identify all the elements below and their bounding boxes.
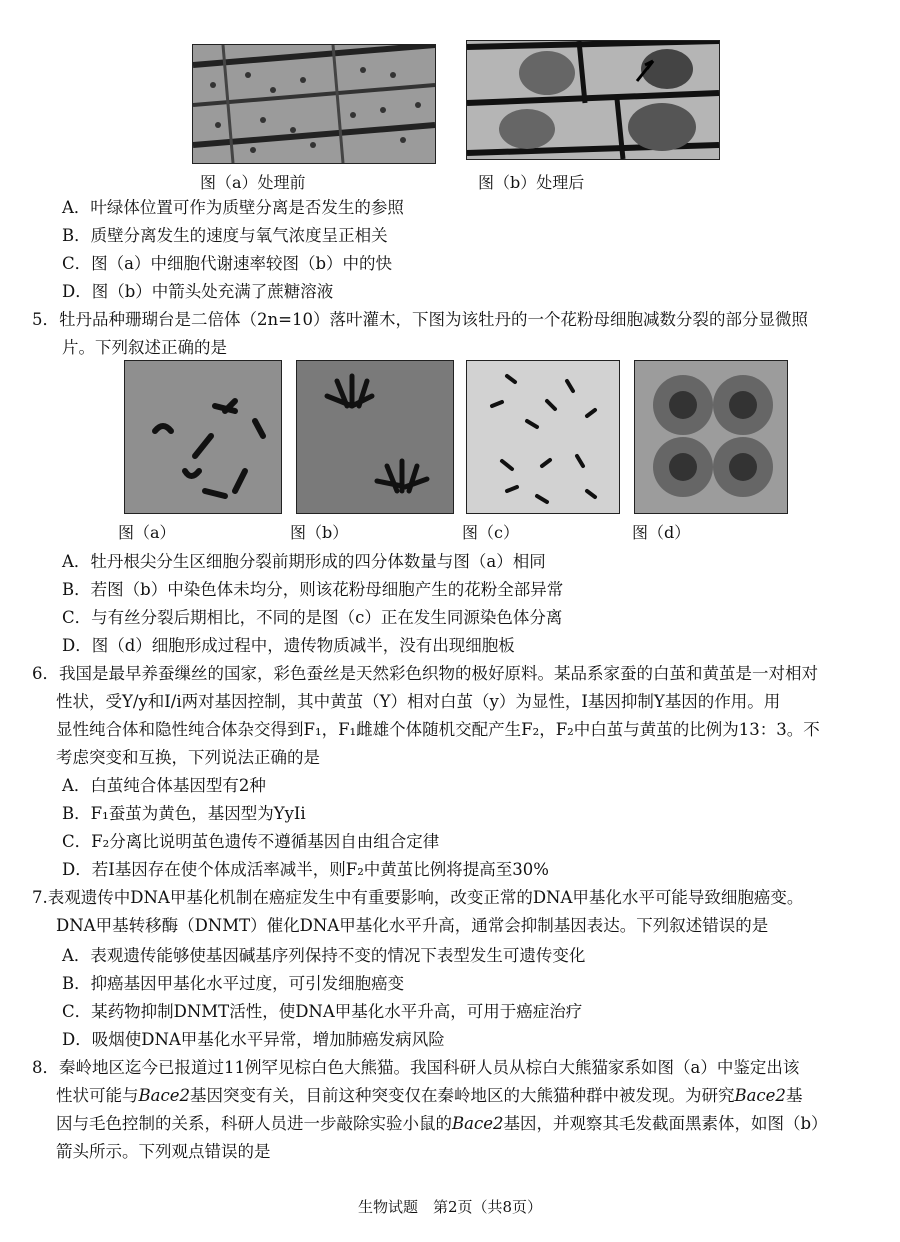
q5-figure-a-caption: 图（a） <box>118 523 176 542</box>
q7-stem-line1: 7.表观遗传中DNA甲基化机制在癌症发生中有重要影响，改变正常的DNA甲基化水平可能导致细胞癌变。 <box>32 888 804 907</box>
q8-stem-line3 <box>56 1112 828 1136</box>
page-footer: 生物试题 第2页（共8页） <box>357 1198 543 1216</box>
q5-figure-a <box>124 360 282 514</box>
q4-option-a: A．叶绿体位置可作为质壁分离是否发生的参照 <box>62 198 404 217</box>
q4-option-d: D．图（b）中箭头处充满了蔗糖溶液 <box>62 282 334 301</box>
q5-figure-c-image <box>467 361 619 513</box>
q4-option-c: C．图（a）中细胞代谢速率较图（b）中的快 <box>62 254 393 273</box>
q8-line2-text-b: 基因突变有关，目前这种突变仅在秦岭地区的大熊猫种群中被发现。为研究 <box>189 1086 735 1105</box>
q5-option-c: C．与有丝分裂后期相比，不同的是图（c）正在发生同源染色体分离 <box>62 608 563 627</box>
q6-stem-line3: 显性纯合体和隐性纯合体杂交得到F₁，F₁雌雄个体随机交配产生F₂，F₂中白茧与黄茧的比例为13：3。不 <box>56 720 820 739</box>
q5-figure-c <box>466 360 620 514</box>
q4-figure-a-caption: 图（a）处理前 <box>200 173 306 192</box>
q5-figure-d-image <box>635 361 787 513</box>
q6-option-c: C．F₂分离比说明茧色遗传不遵循基因自由组合定律 <box>62 832 440 851</box>
q8-stem-line2 <box>56 1084 802 1108</box>
q5-figure-b-caption: 图（b） <box>290 523 349 542</box>
q6-option-b: B．F₁蚕茧为黄色，基因型为YyIi <box>62 804 306 823</box>
q7-option-d: D．吸烟使DNA甲基化水平异常，增加肺癌发病风险 <box>62 1030 445 1049</box>
q7-option-a: A．表观遗传能够使基因碱基序列保持不变的情况下表型发生可遗传变化 <box>62 946 586 965</box>
q4-figure-a-image <box>193 45 435 163</box>
q6-stem-line2: 性状，受Y/y和I/i两对基因控制，其中黄茧（Y）相对白茧（y）为显性，I基因抑制Y基因的作用。用 <box>56 692 781 711</box>
q8-gene-name-3: Bace2 <box>452 1114 504 1133</box>
q5-stem-line2: 片。下列叙述正确的是 <box>62 338 227 357</box>
q8-stem-line4: 箭头所示。下列观点错误的是 <box>56 1142 271 1161</box>
q4-figure-b <box>466 40 720 160</box>
q5-figure-b <box>296 360 454 514</box>
q4-figure-a <box>192 44 436 164</box>
q8-line2-text-c: 基 <box>785 1086 803 1105</box>
q4-option-b: B．质壁分离发生的速度与氧气浓度呈正相关 <box>62 226 388 245</box>
q5-figure-b-image <box>297 361 453 513</box>
q6-option-d: D．若I基因存在使个体成活率减半，则F₂中黄茧比例将提高至30% <box>62 860 549 879</box>
q6-stem-line4: 考虑突变和互换，下列说法正确的是 <box>56 748 320 767</box>
q4-figure-b-image <box>467 41 719 159</box>
q6-stem-line1: 6．我国是最早养蚕缫丝的国家，彩色蚕丝是天然彩色织物的极好原料。某品系家蚕的白茧和黄茧是一对相对 <box>32 664 818 683</box>
q8-gene-name-2: Bace2 <box>734 1086 786 1105</box>
q5-option-d: D．图（d）细胞形成过程中，遗传物质减半，没有出现细胞板 <box>62 636 515 655</box>
q5-figure-c-caption: 图（c） <box>462 523 519 542</box>
q7-stem-line2: DNA甲基转移酶（DNMT）催化DNA甲基化水平升高，通常会抑制基因表达。下列叙述错误的是 <box>56 916 769 935</box>
q7-option-c: C．某药物抑制DNMT活性，使DNA甲基化水平升高，可用于癌症治疗 <box>62 1002 583 1021</box>
q8-line2-text-a: 性状可能与 <box>56 1086 139 1105</box>
q5-option-a: A．牡丹根尖分生区细胞分裂前期形成的四分体数量与图（a）相同 <box>62 552 546 571</box>
q8-line3-text-b: 基因，并观察其毛发截面黑素体，如图（b） <box>503 1114 828 1133</box>
q4-figure-b-caption: 图（b）处理后 <box>478 173 585 192</box>
q5-option-b: B．若图（b）中染色体未均分，则该花粉母细胞产生的花粉全部异常 <box>62 580 564 599</box>
q8-line3-text-a: 因与毛色控制的关系，科研人员进一步敲除实验小鼠的 <box>56 1114 452 1133</box>
q5-stem-line1: 5．牡丹品种珊瑚台是二倍体（2n=10）落叶灌木，下图为该牡丹的一个花粉母细胞减数分裂的部分显微照 <box>32 310 808 329</box>
q7-option-b: B．抑癌基因甲基化水平过度，可引发细胞癌变 <box>62 974 405 993</box>
q6-option-a: A．白茧纯合体基因型有2种 <box>62 776 266 795</box>
q5-figure-d-caption: 图（d） <box>632 523 691 542</box>
q8-gene-name: Bace2 <box>138 1086 190 1105</box>
q5-figure-d <box>634 360 788 514</box>
q8-stem-line1: 8．秦岭地区迄今已报道过11例罕见棕白色大熊猫。我国科研人员从棕白大熊猫家系如图（a）中鉴定出该 <box>32 1058 800 1077</box>
q5-figure-a-image <box>125 361 281 513</box>
